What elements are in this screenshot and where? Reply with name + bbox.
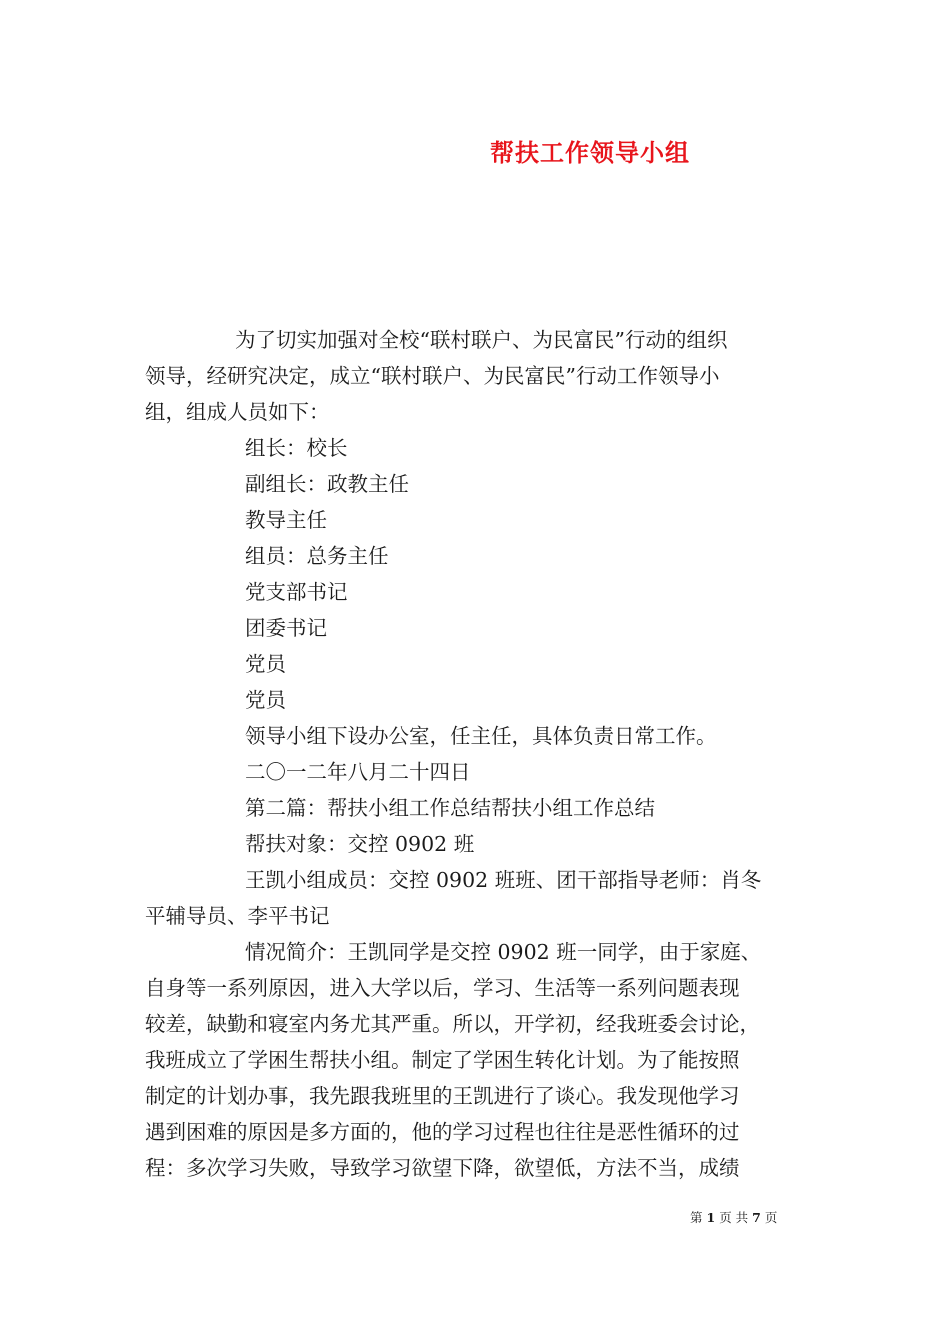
member-line: 团委书记 bbox=[245, 616, 327, 640]
paragraph-line: 较差，缺勤和寝室内务尤其严重。所以，开学初，经我班委会讨论， bbox=[145, 1012, 760, 1036]
member-line: 党员 bbox=[245, 688, 286, 712]
paragraph-line: 王凯小组成员：交控 0902 班班、团干部指导老师：肖冬 bbox=[245, 868, 762, 892]
document-title: 帮扶工作领导小组 bbox=[490, 138, 690, 167]
paragraph-line: 组，组成人员如下： bbox=[145, 400, 330, 424]
page-total: 7 bbox=[752, 1210, 761, 1225]
office-line: 领导小组下设办公室，任主任，具体负责日常工作。 bbox=[245, 724, 717, 748]
section-heading: 第二篇：帮扶小组工作总结帮扶小组工作总结 bbox=[245, 796, 655, 820]
date-line: 二〇一二年八月二十四日 bbox=[245, 760, 471, 784]
footer-middle: 页 共 bbox=[719, 1210, 749, 1225]
member-line: 党支部书记 bbox=[245, 580, 348, 604]
target-line: 帮扶对象：交控 0902 班 bbox=[245, 832, 475, 856]
member-line: 党员 bbox=[245, 652, 286, 676]
footer-suffix: 页 bbox=[764, 1210, 778, 1225]
paragraph-line: 程：多次学习失败，导致学习欲望下降，欲望低，方法不当，成绩 bbox=[145, 1156, 740, 1180]
paragraph-line: 遇到困难的原因是多方面的，他的学习过程也往往是恶性循环的过 bbox=[145, 1120, 740, 1144]
paragraph-line: 自身等一系列原因，进入大学以后，学习、生活等一系列问题表现 bbox=[145, 976, 740, 1000]
paragraph-line: 平辅导员、李平书记 bbox=[145, 904, 330, 928]
footer-prefix: 第 bbox=[690, 1210, 703, 1225]
member-line: 组长：校长 bbox=[245, 436, 348, 460]
paragraph-line: 我班成立了学困生帮扶小组。制定了学困生转化计划。为了能按照 bbox=[145, 1048, 740, 1072]
page-number: 1 bbox=[706, 1210, 716, 1225]
paragraph-line: 领导，经研究决定，成立“联村联户、为民富民”行动工作领导小 bbox=[145, 364, 720, 388]
paragraph-line: 情况简介：王凯同学是交控 0902 班一同学，由于家庭、 bbox=[245, 940, 762, 964]
paragraph-line: 为了切实加强对全校“联村联户、为民富民”行动的组织 bbox=[235, 328, 728, 352]
document-body bbox=[145, 322, 805, 1186]
member-line: 副组长：政教主任 bbox=[245, 472, 409, 496]
page-footer bbox=[690, 1208, 777, 1226]
paragraph-line: 制定的计划办事，我先跟我班里的王凯进行了谈心。我发现他学习 bbox=[145, 1084, 740, 1108]
member-line: 组员：总务主任 bbox=[245, 544, 389, 568]
member-line: 教导主任 bbox=[245, 508, 327, 532]
